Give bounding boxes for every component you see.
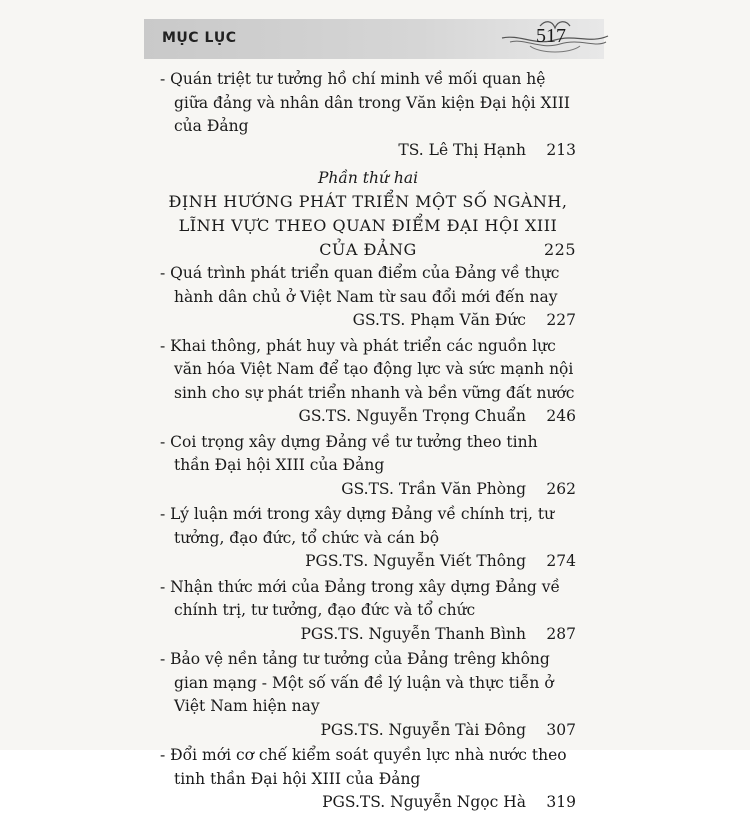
entry-author: PGS.TS. Nguyễn Ngọc Hà [322, 793, 526, 811]
entry-author-line [160, 623, 576, 647]
header-title: MỤC LỤC [162, 30, 237, 46]
entry-page: 319 [546, 793, 576, 811]
entry-page: 307 [546, 720, 576, 739]
entry-page: 274 [546, 552, 576, 570]
entry-author-line [160, 550, 576, 574]
entry-author-line [160, 719, 576, 743]
entry-title: - Bảo vệ nền tảng tư tưởng của Đảng trêng không gian mạng - Một số vấn đề lý luận và thực tiễn ở Việt Nam hiện nay [160, 648, 576, 719]
entry-title: - Quá trình phát triển quan điểm của Đảng về thực hành dân chủ ở Việt Nam từ sau đổi mới đến nay [160, 262, 576, 309]
entry-author: PGS.TS. Nguyễn Viết Thông [305, 552, 526, 570]
toc-entry [160, 262, 576, 333]
entry-author-line [160, 405, 576, 429]
entry-author: GS.TS. Phạm Văn Đức [352, 311, 526, 329]
toc-entry [160, 744, 576, 815]
entry-page: 227 [546, 311, 576, 329]
page-number: 517 [536, 25, 566, 47]
entry-page: 213 [546, 140, 576, 159]
entry-author-line [160, 309, 576, 333]
entry-author: TS. Lê Thị Hạnh [398, 140, 526, 159]
entry-title: - Coi trọng xây dựng Đảng về tư tưởng theo tinh thần Đại hội XIII của Đảng [160, 431, 576, 478]
section-heading-line: CỦA ĐẢNG [319, 240, 417, 259]
entry-title: - Nhận thức mới của Đảng trong xây dựng Đảng về chính trị, tư tưởng, đạo đức và tổ chức [160, 576, 576, 623]
entry-title: - Quán triệt tư tưởng hồ chí minh về mối quan hệ giữa đảng và nhân dân trong Văn kiện Đại hội XIII của Đảng [160, 68, 576, 139]
toc-entry [160, 648, 576, 742]
entry-author: GS.TS. Trần Văn Phòng [341, 479, 526, 498]
entry-title: - Khai thông, phát huy và phát triển các nguồn lực văn hóa Việt Nam để tạo động lực và sức mạnh nội sinh cho sự phát triển nhanh và bền vững đất nước [160, 335, 576, 406]
entry-author: PGS.TS. Nguyễn Thanh Bình [300, 624, 526, 643]
toc-entry [160, 68, 576, 162]
entry-author-line [160, 478, 576, 502]
section-heading [160, 190, 576, 262]
toc-entry [160, 576, 576, 647]
entry-author: GS.TS. Nguyễn Trọng Chuẩn [298, 407, 526, 425]
part-label: Phần thứ hai [317, 169, 419, 187]
entry-author: PGS.TS. Nguyễn Tài Đông [320, 720, 526, 739]
section-page: 225 [543, 240, 576, 259]
entry-page: 287 [546, 624, 576, 643]
section-heading-line: LĨNH VỰC THEO QUAN ĐIỂM ĐẠI HỘI XIII [178, 216, 558, 235]
entry-page: 246 [546, 407, 576, 425]
entry-title: - Lý luận mới trong xây dựng Đảng về chính trị, tư tưởng, đạo đức, tổ chức và cán bộ [160, 503, 576, 550]
toc-entry [160, 335, 576, 429]
entry-title: - Đổi mới cơ chế kiểm soát quyền lực nhà nước theo tinh thần Đại hội XIII của Đảng [160, 744, 576, 791]
entry-author-line [160, 791, 576, 815]
toc-entry [160, 431, 576, 502]
section-heading-line: ĐỊNH HƯỚNG PHÁT TRIỂN MỘT SỐ NGÀNH, [168, 192, 568, 211]
table-of-contents [160, 68, 576, 817]
entry-page: 262 [546, 479, 576, 498]
toc-entry [160, 503, 576, 574]
entry-author-line [160, 139, 576, 163]
